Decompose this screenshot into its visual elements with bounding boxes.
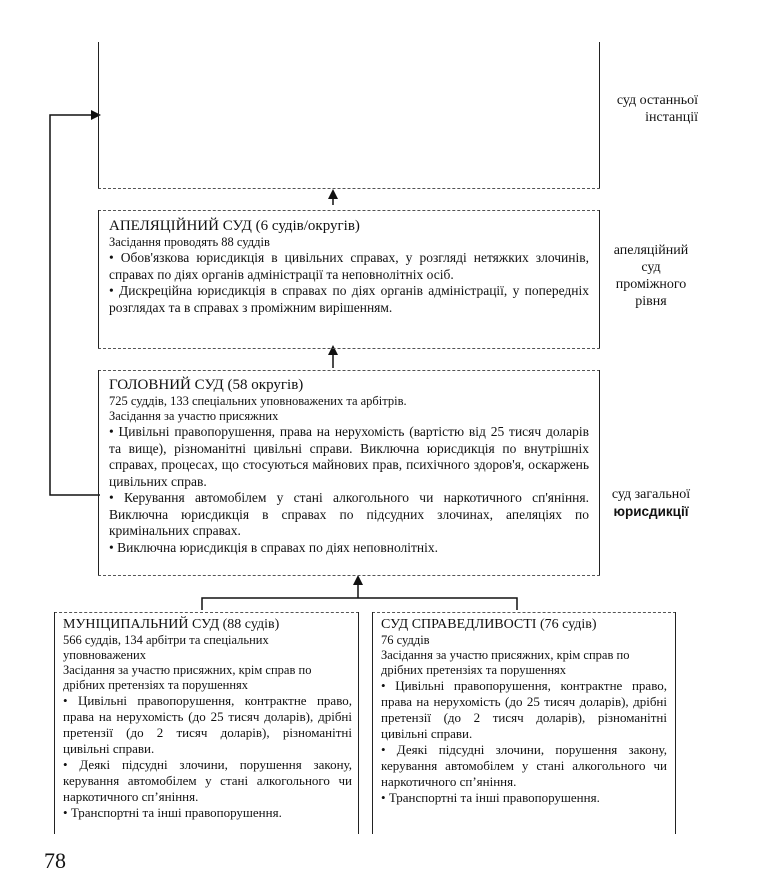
main-court-subtitle-2: Засідання за участю присяжних	[109, 409, 279, 423]
justice-court-bullet-1: • Цивільні правопорушення, контрактне право, права на нерухомість (до 25 тисяч доларів), дрібні претензії (до 2 тисяч доларів), різноманітні цивільні справи.	[381, 678, 667, 742]
appeal-side-label-line2: суд	[641, 260, 661, 275]
appeal-side-label-line3: проміжного	[615, 277, 687, 292]
supreme-side-label	[602, 92, 698, 126]
main-court-bottom-border	[98, 575, 600, 576]
supreme-court-box	[98, 42, 600, 188]
main-court-title: ГОЛОВНИЙ СУД (58 округів)	[109, 377, 304, 393]
justice-court-subtitle-1: 76 суддів	[381, 633, 430, 647]
appeal-side-label-line1: апеляційний	[613, 243, 689, 258]
page-number: 78	[44, 848, 66, 873]
main-court-box	[98, 370, 600, 575]
feedback-line	[50, 115, 100, 495]
municipal-court-bullet-1: • Цивільні правопорушення, контрактне право, права на нерухомість (до 25 тисяч доларів), дрібні претензії (до 2 тисяч доларів), різноманітні цивільні справи.	[63, 693, 352, 757]
justice-court-bullet-3: • Транспортні та інші правопорушення.	[381, 790, 667, 806]
appeal-court-subtitle: Засідання проводять 88 суддів	[109, 235, 270, 249]
main-court-bullet-3: • Виключна юрисдикція в справах по діях неповнолітніх.	[109, 540, 589, 557]
bracket-lower-courts	[202, 598, 517, 610]
main-court-bullet-1: • Цивільні правопорушення, права на нерухомість (вартістю від 25 тисяч доларів та вище), різноманітні цивільні справи. Виключна юрисдикція по внутрішніх справах, процесах, що стосуються майнових прав, психічного здоров'я, оскаржень цивільних справ.	[109, 424, 589, 490]
municipal-court-bullet-2: • Деякі підсудні злочини, порушення закону, керування автомобілем у стані алкогольного чи наркотичного сп’яніння.	[63, 757, 352, 805]
main-side-label	[602, 486, 700, 520]
justice-court-box	[372, 612, 676, 834]
appeal-court-bullet-2: • Дискреційна юрисдикція в справах по діях органів адміністрації, у попередніх розглядах та в справах з проміжним вирішенням.	[109, 283, 589, 316]
municipal-court-subtitle-1: 566 суддів, 134 арбітри та спеціальних уповноважених	[63, 633, 269, 662]
main-court-bullet-2: • Керування автомобілем у стані алкогольного чи наркотичного сп'яніння. Виключна юрисдикція в справах по підсудних злочинах, апеляціях по кримінальних справах.	[109, 490, 589, 540]
justice-court-title: СУД СПРАВЕДЛИВОСТІ (76 судів)	[381, 617, 597, 632]
appeal-side-label-line4: рівня	[635, 294, 667, 309]
supreme-side-label-line1: суд останньої	[616, 93, 698, 108]
appeal-court-bottom-border	[98, 348, 600, 349]
supreme-court-bottom-border	[98, 188, 600, 189]
justice-court-subtitle-2: Засідання за участю присяжних, крім справ по дрібних претензіях та порушеннях	[381, 648, 630, 677]
municipal-court-title: МУНІЦИПАЛЬНИЙ СУД (88 судів)	[63, 617, 280, 632]
main-side-label-line2: юрисдикції	[613, 504, 689, 519]
municipal-court-bullet-3: • Транспортні та інші правопорушення.	[63, 805, 352, 821]
supreme-side-label-line2: інстанції	[645, 110, 698, 125]
main-side-label-line1: суд загальної	[611, 487, 691, 502]
municipal-court-subtitle-2: Засідання за участю присяжних, крім справ по дрібних претензіях та порушеннях	[63, 663, 312, 692]
appeal-court-bullet-1: • Обов'язкова юрисдикція в цивільних справах, у розгляді нетяжких злочинів, справах по діях органів адміністрації та неповнолітніх осіб.	[109, 250, 589, 283]
municipal-court-box	[54, 612, 359, 834]
main-court-subtitle-1: 725 суддів, 133 спеціальних уповноважених та арбітрів.	[109, 394, 407, 408]
appeal-side-label	[604, 242, 698, 310]
justice-court-bullet-2: • Деякі підсудні злочини, порушення закону, керування автомобілем у стані алкогольного чи наркотичного сп’яніння.	[381, 742, 667, 790]
appeal-court-box	[98, 210, 600, 348]
appeal-court-title: АПЕЛЯЦІЙНИЙ СУД (6 судів/округів)	[109, 218, 360, 234]
